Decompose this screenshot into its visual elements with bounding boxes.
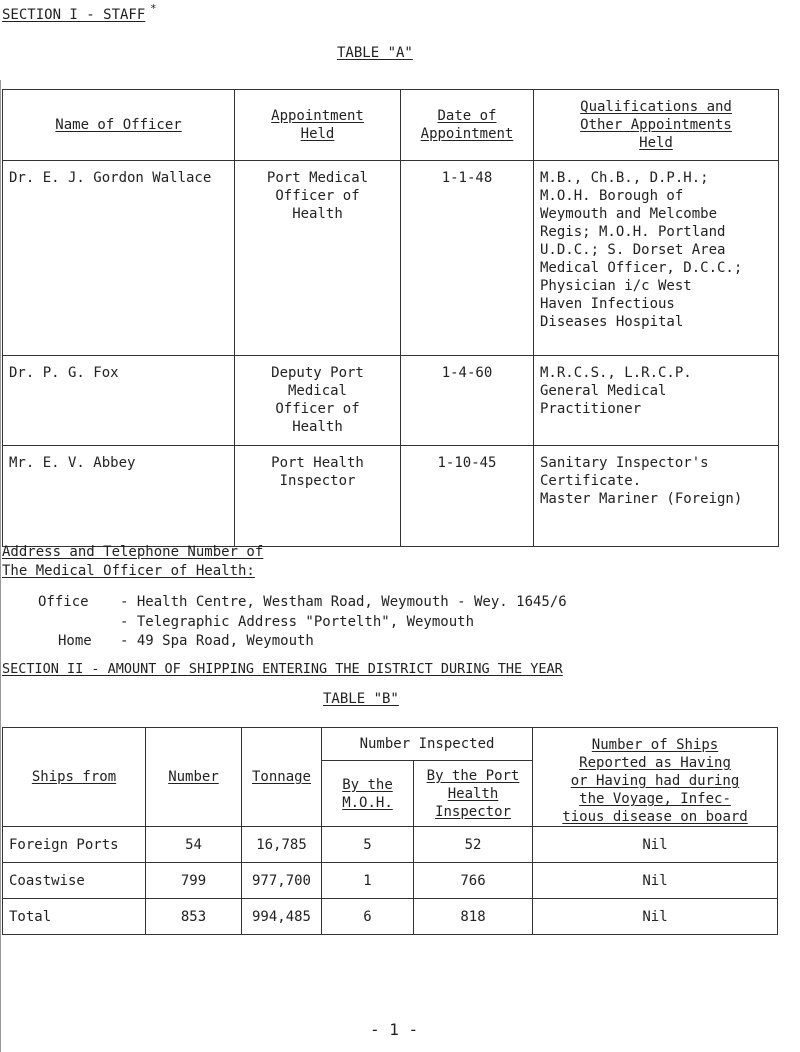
address-heading-line-1: Address and Telephone Number of xyxy=(2,544,264,560)
header-ships-from: Ships from xyxy=(3,728,146,827)
officer-appointment: Deputy Port Medical Officer of Health xyxy=(235,356,401,446)
section-2-heading: SECTION II - AMOUNT OF SHIPPING ENTERING THE DISTRICT DURING THE YEAR xyxy=(2,661,563,677)
staff-table xyxy=(2,89,779,547)
section-1-heading: SECTION I - STAFF xyxy=(2,7,146,23)
page-edge-rule xyxy=(0,80,1,1052)
header-number-inspected: Number Inspected xyxy=(322,728,533,761)
tonnage-cell: 994,485 xyxy=(242,899,322,935)
header-date-of-appointment: Date of Appointment xyxy=(401,90,534,161)
officer-name: Dr. P. G. Fox xyxy=(3,356,235,446)
moh-cell: 6 xyxy=(322,899,414,935)
header-number: Number xyxy=(146,728,242,827)
officer-qualifications: Sanitary Inspector's Certificate. Master Mariner (Foreign) xyxy=(534,446,779,547)
phi-cell: 766 xyxy=(414,863,533,899)
ships-from-cell: Coastwise xyxy=(3,863,146,899)
ships-from-cell: Foreign Ports xyxy=(3,827,146,863)
disease-cell: Nil xyxy=(533,899,778,935)
table-row xyxy=(3,827,778,863)
table-row xyxy=(3,446,779,547)
ships-from-cell: Total xyxy=(3,899,146,935)
disease-cell: Nil xyxy=(533,827,778,863)
officer-name: Dr. E. J. Gordon Wallace xyxy=(3,161,235,356)
home-address: - 49 Spa Road, Weymouth xyxy=(120,633,314,649)
table-a-title: TABLE "A" xyxy=(337,45,413,61)
header-appointment-held: Appointment Held xyxy=(235,90,401,161)
officer-appointment: Port Medical Officer of Health xyxy=(235,161,401,356)
header-tonnage: Tonnage xyxy=(242,728,322,827)
tonnage-cell: 16,785 xyxy=(242,827,322,863)
officer-name: Mr. E. V. Abbey xyxy=(3,446,235,547)
header-name-of-officer: Name of Officer xyxy=(3,90,235,161)
shipping-table xyxy=(2,727,778,935)
phi-cell: 818 xyxy=(414,899,533,935)
table-b-title: TABLE "B" xyxy=(323,691,399,707)
shipping-table-header-top xyxy=(3,728,778,761)
page-number: - 1 - xyxy=(370,1020,419,1039)
number-cell: 54 xyxy=(146,827,242,863)
footnote-marker: * xyxy=(150,2,157,15)
tonnage-cell: 977,700 xyxy=(242,863,322,899)
office-label: Office xyxy=(38,594,89,610)
header-qualifications: Qualifications and Other Appointments Held xyxy=(534,90,779,161)
officer-date: 1-4-60 xyxy=(401,356,534,446)
home-label: Home xyxy=(58,633,92,649)
table-row xyxy=(3,863,778,899)
header-by-moh: By the M.O.H. xyxy=(322,761,414,827)
address-heading-line-2: The Medical Officer of Health: xyxy=(2,563,255,579)
table-row xyxy=(3,899,778,935)
number-cell: 853 xyxy=(146,899,242,935)
officer-date: 1-10-45 xyxy=(401,446,534,547)
moh-cell: 5 xyxy=(322,827,414,863)
header-by-phi: By the Port Health Inspector xyxy=(414,761,533,827)
officer-appointment: Port Health Inspector xyxy=(235,446,401,547)
disease-cell: Nil xyxy=(533,863,778,899)
telegraphic-address: - Telegraphic Address "Portelth", Weymouth xyxy=(120,614,475,630)
phi-cell: 52 xyxy=(414,827,533,863)
office-address: - Health Centre, Westham Road, Weymouth - Wey. 1645/6 xyxy=(120,594,567,610)
header-infectious-disease: Number of Ships Reported as Having or Having had during the Voyage, Infec- tious disease on board xyxy=(533,728,778,827)
moh-cell: 1 xyxy=(322,863,414,899)
officer-qualifications: M.R.C.S., L.R.C.P. General Medical Practitioner xyxy=(534,356,779,446)
officer-date: 1-1-48 xyxy=(401,161,534,356)
table-row xyxy=(3,356,779,446)
staff-table-header xyxy=(3,90,779,161)
number-cell: 799 xyxy=(146,863,242,899)
officer-qualifications: M.B., Ch.B., D.P.H.; M.O.H. Borough of Weymouth and Melcombe Regis; M.O.H. Portland U.D.C.; S. Dorset Area Medical Officer, D.C.C.; Physician i/c West Haven Infectious Diseases Hospital xyxy=(534,161,779,356)
table-row xyxy=(3,161,779,356)
